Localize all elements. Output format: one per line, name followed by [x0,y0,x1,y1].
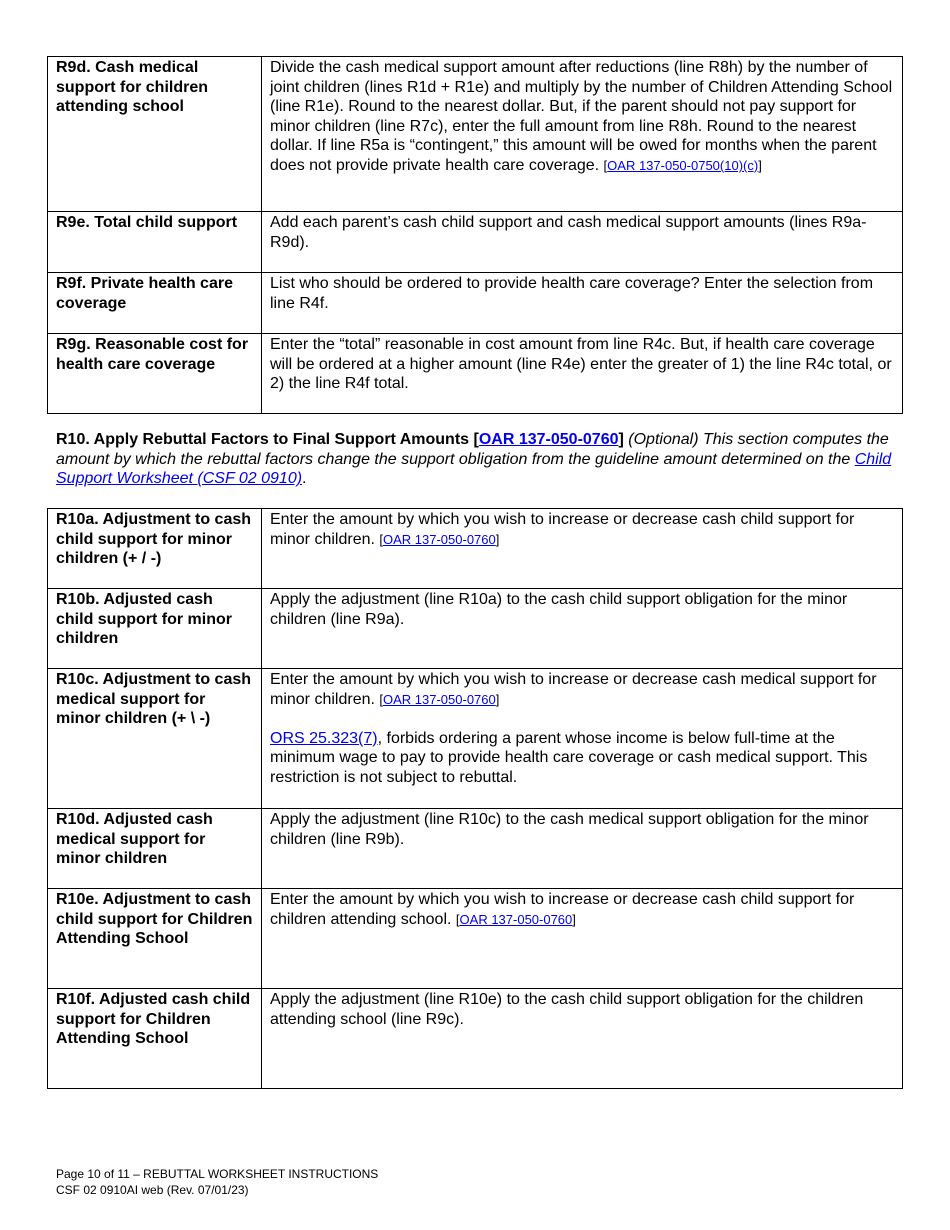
table-row [48,57,903,212]
row-text: , forbids ordering a parent whose income is below full-time at the minimum wage to pay to provide health care coverage or cash medical support. This restriction is not subject to rebuttal. [270,729,868,786]
row-description [262,57,903,212]
row-term: R9e. Total child support [48,212,262,273]
row-term: R10b. Adjusted cash child support for minor children [48,589,262,669]
row-term: R10e. Adjustment to cash child support for Children Attending School [48,889,262,989]
row-description: Add each parent’s cash child support and cash medical support amounts (lines R9a-R9d). [262,212,903,273]
oar-link[interactable]: OAR 137-050-0760 [478,431,619,448]
page-footer [56,1167,378,1198]
table-row [48,273,903,334]
row-description [262,889,903,989]
row-description: Apply the adjustment (line R10e) to the cash child support obligation for the children attending school (line R9c). [262,989,903,1089]
table-row [48,212,903,273]
ors-link[interactable]: ORS 25.323(7) [270,729,378,747]
row-text: Enter the amount by which you wish to increase or decrease cash child support for minor children. [270,511,855,548]
oar-link[interactable]: OAR 137-050-0760 [383,691,496,707]
rebuttal-table-r9 [47,56,903,414]
table-row [48,334,903,414]
footer-page-info: Page 10 of 11 – REBUTTAL WORKSHEET INSTRUCTIONS [56,1167,379,1181]
worksheet-link[interactable]: Child Support Worksheet (CSF 02 0910) [56,450,892,488]
row-description [262,509,903,589]
row-term: R9g. Reasonable cost for health care coverage [48,334,262,414]
row-term: R10f. Adjusted cash child support for Children Attending School [48,989,262,1089]
row-description: Apply the adjustment (line R10c) to the cash medical support obligation for the minor children (line R9b). [262,809,903,889]
footer-form-id: CSF 02 0910AI web (Rev. 07/01/23) [56,1182,249,1197]
row-description: List who should be ordered to provide health care coverage? Enter the selection from line R4f. [262,273,903,334]
row-description: Apply the adjustment (line R10a) to the cash child support obligation for the minor children (line R9a). [262,589,903,669]
section-heading: R10. Apply Rebuttal Factors to Final Support Amounts [56,431,470,448]
citation: [OAR 137-050-0760] [379,531,500,547]
row-term: R10d. Adjusted cash medical support for minor children [48,809,262,889]
citation: [OAR 137-050-0760] [379,691,500,707]
row-text: Enter the amount by which you wish to increase or decrease cash medical support for minor children. [270,671,877,708]
section-description: (Optional) This section computes the amount by which the rebuttal factors change the support obligation from the guideline amount determined on the [56,431,889,468]
citation: [OAR 137-050-0760] [455,911,576,927]
row-term: R9f. Private health care coverage [48,273,262,334]
oar-link[interactable]: OAR 137-050-0760 [459,911,573,927]
row-term: R10a. Adjustment to cash child support for minor children (+ / -) [48,509,262,589]
table-row [48,509,903,589]
table-row [48,589,903,669]
row-text: Enter the amount by which you wish to increase or decrease cash child support for children attending school. [270,891,855,928]
table-row [48,669,903,809]
row-paragraph [270,729,894,788]
row-term: R10c. Adjustment to cash medical support for minor children (+ \ -) [48,669,262,809]
oar-link[interactable]: OAR 137-050-0760 [383,531,496,547]
row-term: R9d. Cash medical support for children attending school [48,57,262,212]
table-row [48,989,903,1089]
row-paragraph [270,670,894,709]
table-row [48,809,903,889]
citation: [OAR 137-050-0750(10)(c)] [603,157,762,173]
oar-link[interactable]: OAR 137-050-0750(10)(c) [607,157,759,173]
row-description: Enter the “total” reasonable in cost amount from line R4c. But, if health care coverage will be ordered at a higher amount (line R4e) enter the greater of 1) the line R4c total, or 2) the line R4f total. [262,334,903,414]
section-r10-intro: R10. Apply Rebuttal Factors to Final Support Amounts [OAR 137-050-0760] (Optional) This section computes the amount by which the rebuttal factors change the support obligation from the guideline amount determined on the Child Support Worksheet (CSF 02 0910). [56,431,892,488]
rebuttal-table-r10 [47,508,903,1089]
row-description [262,669,903,809]
row-text: Divide the cash medical support amount after reductions (line R8h) by the number of joint children (lines R1d + R1e) and multiply by the number of Children Attending School (line R1e). Round to the nearest dollar. But, if the parent should not pay support for minor children (line R7c), enter the full amount from line R8h. Round to the nearest dollar. If line R5a is “contingent,” this amount will be owed for months when the parent does not provide private health care coverage. [270,59,893,174]
table-row [48,889,903,989]
